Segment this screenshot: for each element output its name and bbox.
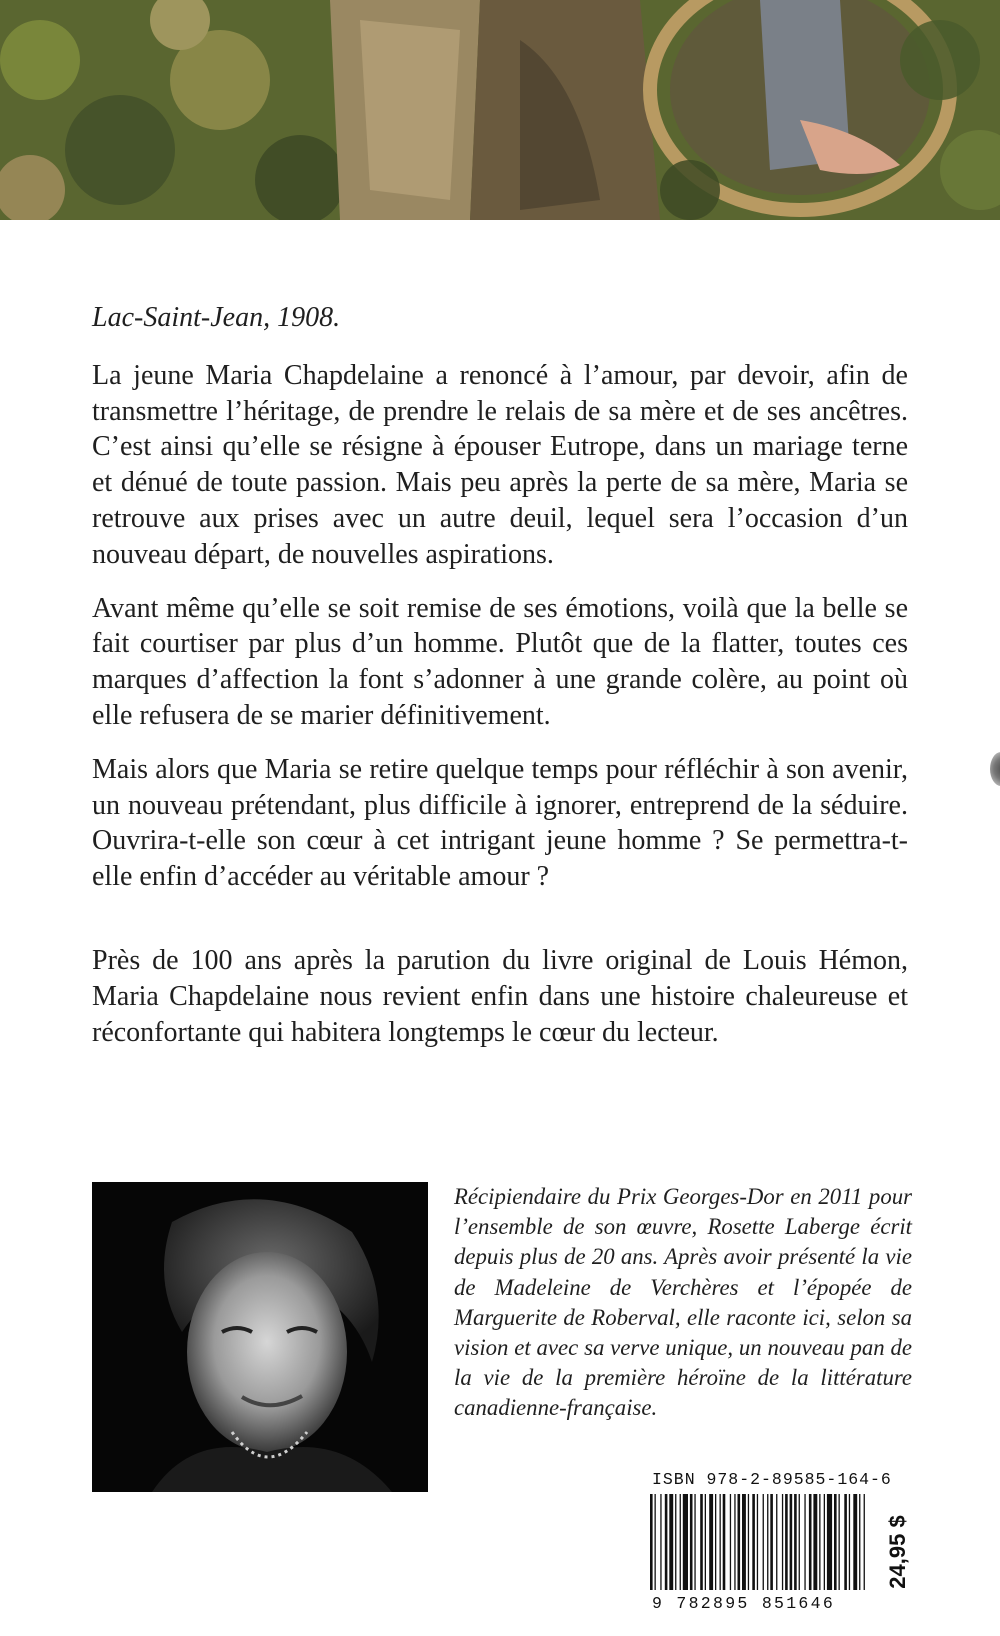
barcode-bar — [782, 1494, 783, 1590]
paragraph: Mais alors que Maria se retire quelque temps pour réfléchir à son avenir, un nouveau prétendant, plus difficile à ignorer, entreprend de la séduire. Ouvrira-t-elle son cœur à cet intrigant jeune homme ? Se permettra-t-elle enfin d’accéder au véritable amour ? — [92, 753, 908, 893]
barcode-bar — [827, 1494, 832, 1590]
barcode-bar — [748, 1494, 749, 1590]
barcode-bar — [849, 1494, 850, 1590]
barcode-bar — [763, 1494, 764, 1590]
barcode-bar — [844, 1494, 847, 1590]
barcode-bar — [742, 1494, 746, 1590]
place-date: Lac-Saint-Jean, 1908. — [92, 302, 341, 333]
barcode-bar — [700, 1494, 703, 1590]
barcode-bar — [790, 1494, 793, 1590]
barcode-bar — [839, 1494, 840, 1590]
barcode-bar — [804, 1494, 805, 1590]
barcode-bar — [752, 1494, 755, 1590]
barcode-bar — [680, 1494, 681, 1590]
cover-painting — [0, 0, 1000, 220]
barcode-bar — [734, 1494, 735, 1590]
barcode-bar — [859, 1494, 860, 1590]
price-tag — [878, 1492, 918, 1612]
barcode-bar — [785, 1494, 788, 1590]
barcode-bar — [824, 1494, 825, 1590]
barcode-digits: 9 782895 851646 — [652, 1594, 836, 1613]
barcode-bar — [813, 1494, 817, 1590]
paragraph: Avant même qu’elle se soit remise de ses émotions, voilà que la belle se fait courtiser par plus d’un homme. Plutôt que de la flatter, toutes ces marques d’affection la font s’adonner à une grande colère, au point où elle refusera de se marier définitivement. — [92, 592, 908, 731]
barcode-bar — [720, 1494, 721, 1590]
barcode-bar — [694, 1494, 695, 1590]
barcode-bar — [864, 1494, 865, 1590]
barcode-bar — [757, 1494, 758, 1590]
barcode-bar — [767, 1494, 768, 1590]
barcode-bar — [819, 1494, 820, 1590]
barcode-bar — [770, 1494, 773, 1590]
barcode-bar — [683, 1494, 688, 1590]
back-cover-text — [92, 300, 908, 1068]
barcode-bar — [776, 1494, 777, 1590]
barcode-bar — [650, 1494, 653, 1590]
barcode-bar — [730, 1494, 731, 1590]
paragraph: La jeune Maria Chapdelaine a renoncé à l’amour, par devoir, afin de transmettre l’héritage, de prendre le relais de sa mère et de ses ancêtres. C’est ainsi qu’elle se résigne à épouser Eutrope, dans un mariage terne et dénué de toute passion. Mais peu après la perte de sa mère, Maria se retrouve aux prises avec un autre deuil, lequel sera l’occasion d’un nouveau départ, de nouvelles aspirations. — [92, 359, 908, 570]
barcode-bar — [723, 1494, 726, 1590]
author-photo — [92, 1182, 428, 1492]
barcode-bar — [665, 1494, 668, 1590]
barcode-bar — [738, 1494, 741, 1590]
isbn-label: ISBN 978-2-89585-164-6 — [652, 1470, 892, 1489]
barcode-bar — [690, 1494, 693, 1590]
barcode-bar — [655, 1494, 656, 1590]
page-edge-tab — [990, 752, 1000, 786]
barcode-bar — [853, 1494, 857, 1590]
barcode-bar — [709, 1494, 713, 1590]
price-label: 24,95 $ — [885, 1515, 910, 1589]
closing-paragraph: Près de 100 ans après la parution du livre original de Louis Hémon, Maria Chapdelaine nous revient enfin dans une histoire chaleureuse et réconfortante qui habitera longtemps le cœur du lecteur. — [92, 944, 908, 1048]
barcode-bar — [809, 1494, 812, 1590]
barcode-bars — [648, 1494, 868, 1594]
barcode-bar — [660, 1494, 661, 1590]
barcode-bar — [675, 1494, 676, 1590]
author-bio: Récipiendaire du Prix Georges-Dor en 2011 pour l’ensemble de son œuvre, Rosette Laberge écrit depuis plus de 20 ans. Après avoir présenté la vie de Madeleine de Verchères et l’épopée de Marguerite de Roberval, elle raconte ici, selon sa vision et avec sa verve unique, un nouveau pan de la vie de la première héroïne de la littérature canadienne-française. — [454, 1184, 912, 1421]
barcode-bar — [705, 1494, 706, 1590]
barcode-bar — [715, 1494, 716, 1590]
barcode-bar — [669, 1494, 673, 1590]
barcode-bar — [799, 1494, 800, 1590]
barcode-bar — [834, 1494, 837, 1590]
barcode-bar — [794, 1494, 797, 1590]
